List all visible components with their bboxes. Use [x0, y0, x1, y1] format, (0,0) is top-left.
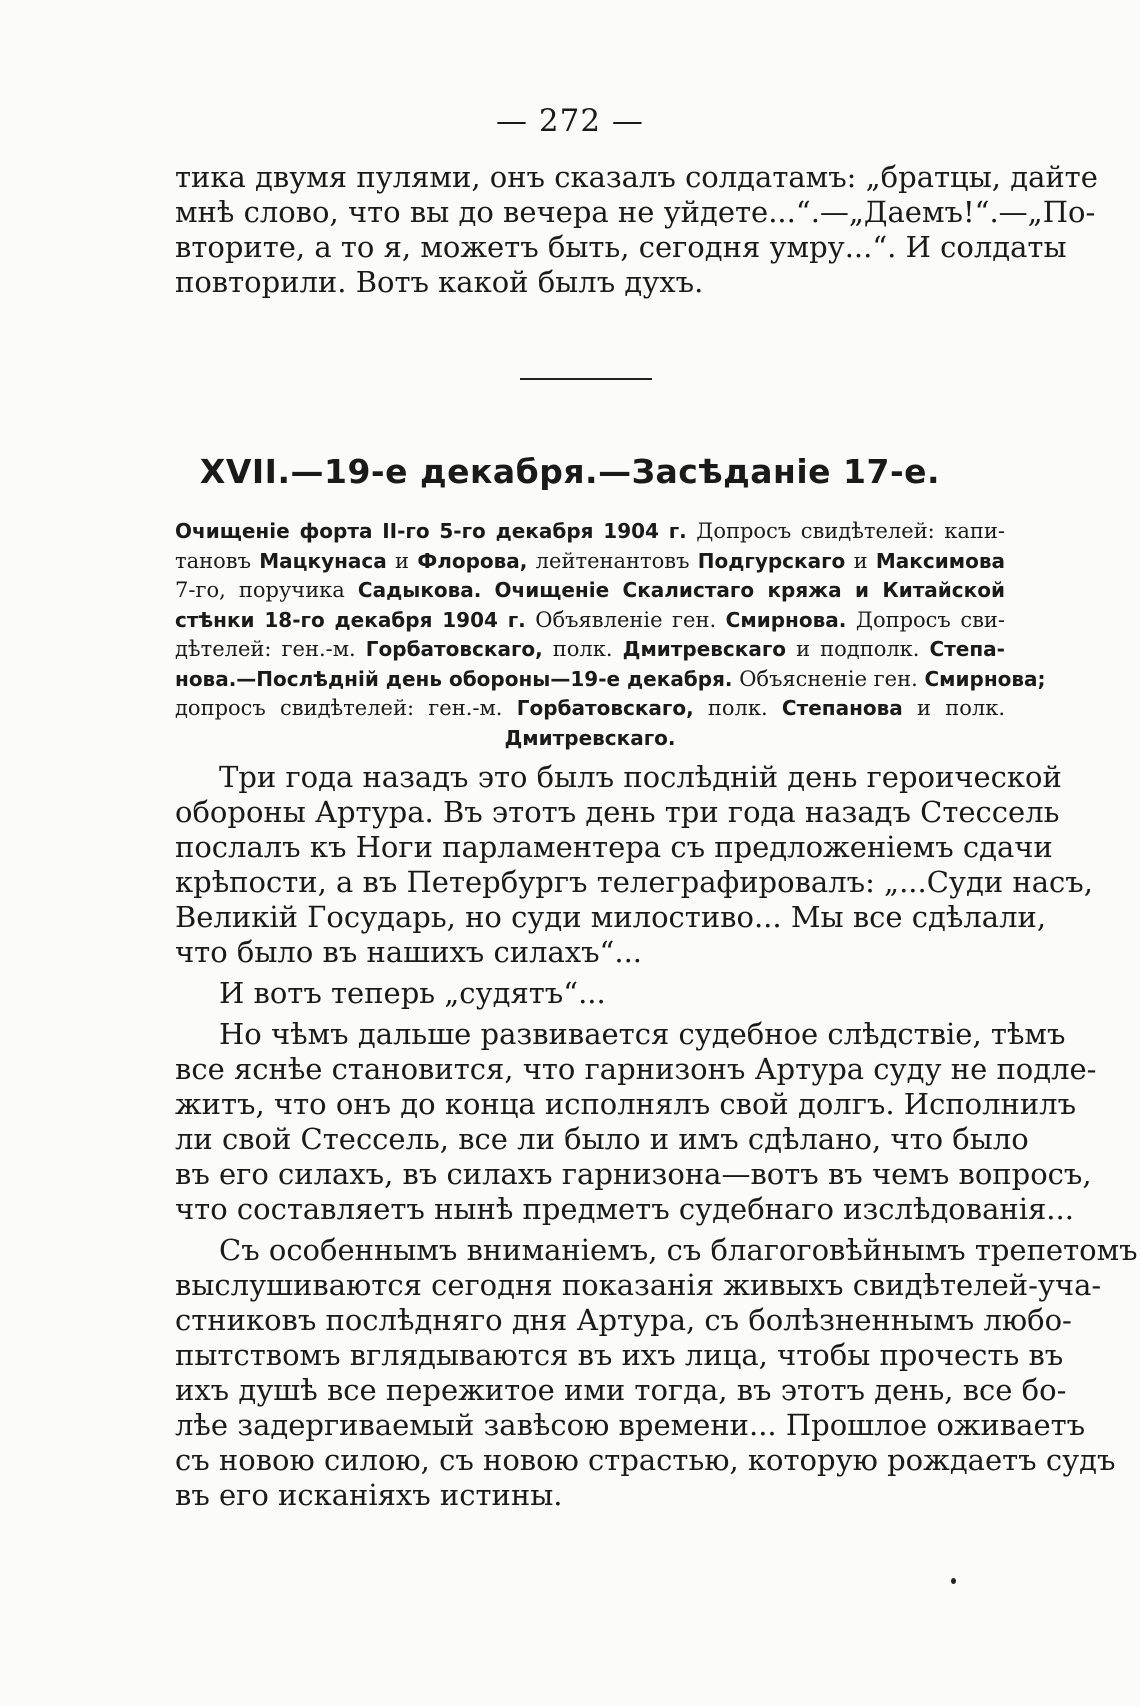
- body-text: [175, 760, 1138, 1513]
- body-line: Съ особеннымъ вниманіемъ, съ благоговѣйнымъ трепетомъ: [219, 1233, 1138, 1267]
- summary-bold-run: нова.—Послѣдній день обороны—19-е декабря.: [175, 666, 733, 691]
- body-line: послалъ къ Ноги парламентера съ предложеніемъ сдачи: [175, 830, 1053, 864]
- intro-line: мнѣ слово, что вы до вечера не уйдете...“.—„Даемъ!“.—„По-: [175, 195, 1096, 229]
- summary-bold-run: Смирнова;: [924, 666, 1046, 691]
- summary-text-run: и: [845, 548, 876, 573]
- body-line: обороны Артура. Въ этотъ день три года назадъ Стессель: [175, 795, 1060, 829]
- body-paragraph: [175, 976, 1005, 1011]
- summary-bold-run: Подгурскаго: [697, 548, 846, 573]
- body-line: лѣе задергиваемый завѣсою времени... Прошлое оживаетъ: [175, 1408, 1086, 1442]
- body-line: стниковъ послѣдняго дня Артура, съ болѣзненнымъ любо-: [175, 1303, 1072, 1337]
- intro-line: тика двумя пулями, онъ сказалъ солдатамъ: „братцы, дайте: [175, 160, 1098, 194]
- body-line: Но чѣмъ дальше развивается судебное слѣдствіе, тѣмъ: [219, 1017, 1066, 1051]
- intro-line: вторите, а то я, можетъ быть, сегодня умру...“. И солдаты: [175, 230, 1067, 264]
- summary-text-run: допросъ свидѣтелей: ген.-м.: [175, 696, 517, 720]
- summary-line: [175, 606, 1005, 636]
- summary-bold-run: Мацкунаса: [259, 548, 387, 573]
- summary-line: [175, 576, 1005, 606]
- summary-text-run: Допросъ сви-: [846, 607, 1005, 632]
- body-line: все яснѣе становится, что гарнизонъ Артура суду не подле-: [175, 1052, 1097, 1086]
- summary-text-run: Объявленіе ген.: [525, 607, 726, 632]
- body-line: Великій Государь, но суди милостиво... Мы все сдѣлали,: [175, 900, 1047, 934]
- body-line: ихъ душѣ все пережитое ими тогда, въ этотъ день, все бо-: [175, 1373, 1067, 1407]
- summary-line: [175, 547, 1005, 577]
- summary-line: [175, 635, 1005, 665]
- summary-text-run: полк.: [693, 696, 782, 720]
- body-line: съ новою силою, съ новою страстью, которую рождаетъ судъ: [175, 1443, 1116, 1477]
- chapter-summary: [175, 517, 1046, 753]
- chapter-title: XVII.—19-е декабря.—Засѣданіе 17-е.: [199, 452, 941, 491]
- summary-text-run: дѣтелей: ген.-м.: [175, 637, 366, 661]
- body-paragraph: [175, 1017, 1097, 1227]
- summary-bold-run: Смирнова.: [725, 607, 847, 632]
- body-line: выслушиваются сегодня показанія живыхъ свидѣтелей-уча-: [175, 1268, 1102, 1302]
- section-divider: [520, 378, 652, 380]
- summary-line: [175, 694, 1005, 724]
- summary-text-run: тановъ: [175, 548, 260, 573]
- summary-bold-run: Очищеніе форта II-го 5-го декабря 1904 г.: [175, 519, 687, 543]
- summary-bold-run: Степанова: [781, 696, 903, 720]
- summary-bold-run: Дмитревскаго: [622, 637, 787, 661]
- body-line: что было въ нашихъ силахъ“...: [175, 935, 643, 969]
- summary-text-run: и: [386, 548, 418, 573]
- summary-bold-run: Садыкова.: [357, 578, 482, 602]
- summary-line: [175, 517, 1005, 547]
- body-line: въ его исканіяхъ истины.: [175, 1478, 563, 1512]
- intro-paragraph: [175, 160, 1098, 300]
- summary-line: [175, 665, 1046, 695]
- body-line: ли свой Стессель, все ли было и имъ сдѣлано, что было: [175, 1122, 1029, 1156]
- body-paragraph: [175, 760, 1093, 970]
- summary-bold-run: Горбатовскаго,: [365, 637, 543, 661]
- summary-line: [175, 724, 1005, 754]
- summary-bold-run: Горбатовскаго,: [516, 696, 694, 720]
- body-line: И вотъ теперь „судятъ“...: [219, 976, 606, 1010]
- summary-text-run: Допросъ свидѣтелей: капи-: [686, 519, 1005, 543]
- summary-text-run: и полк.: [902, 696, 1005, 720]
- summary-text-run: и подполк.: [786, 637, 930, 661]
- summary-bold-run: Флорова,: [417, 548, 528, 573]
- summary-bold-run: Степа-: [929, 637, 1005, 661]
- summary-text-run: 7-го, поручика: [175, 578, 358, 602]
- body-line: пытствомъ вглядываются въ ихъ лица, чтобы прочесть въ: [175, 1338, 1064, 1372]
- body-line: Три года назадъ это былъ послѣдній день героической: [219, 760, 1062, 794]
- intro-line: повторили. Вотъ какой былъ духъ.: [175, 265, 704, 299]
- summary-text-run: Объясненіе ген.: [732, 666, 925, 691]
- body-paragraph: [175, 1233, 1138, 1513]
- print-speck: [951, 1578, 956, 1584]
- page-number: — 272 —: [496, 103, 644, 139]
- body-line: что составляетъ нынѣ предметъ судебнаго изслѣдованія...: [175, 1192, 1074, 1226]
- summary-text-run: [481, 578, 494, 602]
- summary-bold-run: Максимова: [875, 548, 1005, 573]
- summary-text-run: лейтенантовъ: [527, 548, 698, 573]
- summary-bold-run: Очищеніе Скалистаго кряжа и Китайской: [494, 578, 1005, 602]
- body-line: крѣпости, а въ Петербургъ телеграфировалъ: „...Суди насъ,: [175, 865, 1093, 899]
- summary-bold-run: стѣнки 18-го декабря 1904 г.: [175, 607, 526, 632]
- summary-text-run: полк.: [542, 637, 623, 661]
- body-line: въ его силахъ, въ силахъ гарнизона—вотъ въ чемъ вопросъ,: [175, 1157, 1092, 1191]
- summary-bold-run: Дмитревскаго.: [504, 725, 676, 750]
- body-line: житъ, что онъ до конца исполнялъ свой долгъ. Исполнилъ: [175, 1087, 1077, 1121]
